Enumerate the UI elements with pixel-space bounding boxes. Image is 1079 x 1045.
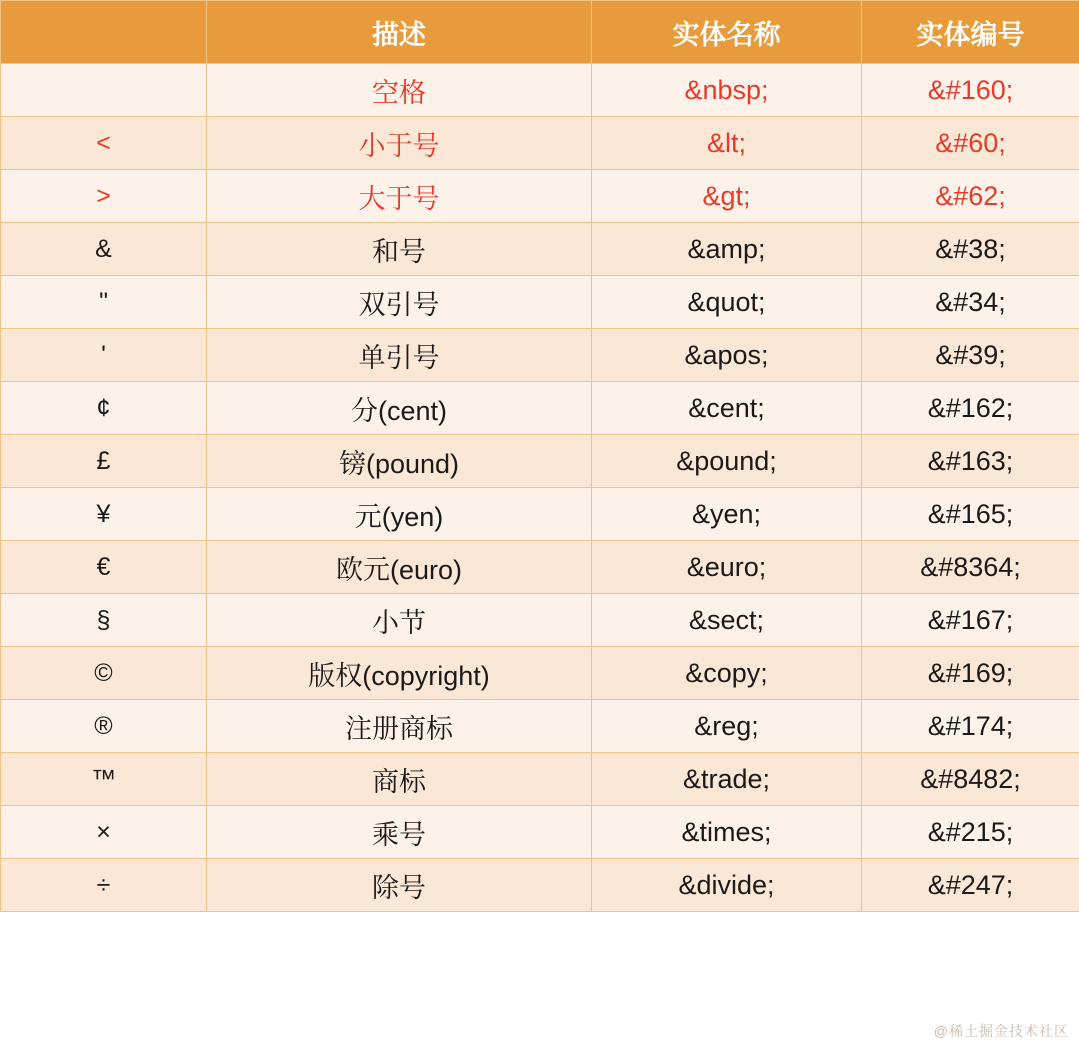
column-header-entity-number: 实体编号 (862, 1, 1079, 64)
table-row (1, 276, 1079, 329)
cell-entity-number: &#34; (862, 276, 1079, 329)
cell-entity-name: &times; (592, 806, 862, 859)
cell-symbol: × (1, 806, 207, 859)
cell-symbol: ® (1, 700, 207, 753)
cell-entity-name: &reg; (592, 700, 862, 753)
cell-entity-number: &#163; (862, 435, 1079, 488)
table-row (1, 64, 1079, 117)
watermark: @稀土掘金技术社区 (933, 1023, 1069, 1039)
table-row (1, 223, 1079, 276)
cell-entity-number: &#165; (862, 488, 1079, 541)
cell-symbol: € (1, 541, 207, 594)
cell-entity-number: &#8364; (862, 541, 1079, 594)
cell-symbol: ¢ (1, 382, 207, 435)
cell-description: 版权(copyright) (207, 647, 592, 700)
cell-symbol: ÷ (1, 859, 207, 912)
cell-symbol: ¥ (1, 488, 207, 541)
table-row (1, 647, 1079, 700)
cell-entity-name: &apos; (592, 329, 862, 382)
cell-symbol: " (1, 276, 207, 329)
cell-symbol: > (1, 170, 207, 223)
cell-entity-number: &#8482; (862, 753, 1079, 806)
table-header (1, 1, 1079, 64)
cell-entity-name: &cent; (592, 382, 862, 435)
cell-entity-number: &#247; (862, 859, 1079, 912)
cell-entity-name: &amp; (592, 223, 862, 276)
cell-entity-name: &nbsp; (592, 64, 862, 117)
cell-description: 欧元(euro) (207, 541, 592, 594)
cell-entity-name: &euro; (592, 541, 862, 594)
table-row (1, 700, 1079, 753)
table-body (1, 64, 1079, 912)
table-row (1, 382, 1079, 435)
table-row (1, 859, 1079, 912)
cell-entity-name: &divide; (592, 859, 862, 912)
cell-symbol: & (1, 223, 207, 276)
cell-description: 单引号 (207, 329, 592, 382)
cell-symbol: ™ (1, 753, 207, 806)
table-row (1, 435, 1079, 488)
cell-entity-number: &#169; (862, 647, 1079, 700)
cell-symbol: § (1, 594, 207, 647)
cell-entity-name: &yen; (592, 488, 862, 541)
cell-description: 大于号 (207, 170, 592, 223)
cell-description: 商标 (207, 753, 592, 806)
cell-description: 分(cent) (207, 382, 592, 435)
cell-description: 注册商标 (207, 700, 592, 753)
column-header-entity-name: 实体名称 (592, 1, 862, 64)
table-row (1, 170, 1079, 223)
cell-description: 小节 (207, 594, 592, 647)
cell-entity-name: &sect; (592, 594, 862, 647)
cell-entity-number: &#60; (862, 117, 1079, 170)
cell-symbol (1, 64, 207, 117)
cell-symbol: © (1, 647, 207, 700)
cell-entity-number: &#215; (862, 806, 1079, 859)
cell-entity-number: &#174; (862, 700, 1079, 753)
cell-description: 小于号 (207, 117, 592, 170)
cell-description: 乘号 (207, 806, 592, 859)
table-row (1, 806, 1079, 859)
table-row (1, 117, 1079, 170)
table-row (1, 488, 1079, 541)
cell-entity-name: &lt; (592, 117, 862, 170)
cell-entity-number: &#167; (862, 594, 1079, 647)
cell-description: 双引号 (207, 276, 592, 329)
table-row (1, 541, 1079, 594)
cell-entity-number: &#62; (862, 170, 1079, 223)
cell-entity-number: &#162; (862, 382, 1079, 435)
column-header-description: 描述 (207, 1, 592, 64)
cell-symbol: ' (1, 329, 207, 382)
cell-entity-number: &#39; (862, 329, 1079, 382)
column-header-symbol (1, 1, 207, 64)
cell-entity-name: &copy; (592, 647, 862, 700)
cell-entity-name: &quot; (592, 276, 862, 329)
table-row (1, 753, 1079, 806)
cell-symbol: < (1, 117, 207, 170)
cell-description: 和号 (207, 223, 592, 276)
cell-description: 镑(pound) (207, 435, 592, 488)
cell-description: 元(yen) (207, 488, 592, 541)
cell-entity-name: &pound; (592, 435, 862, 488)
table-row (1, 329, 1079, 382)
cell-entity-number: &#38; (862, 223, 1079, 276)
table-header-row (1, 1, 1079, 64)
cell-entity-number: &#160; (862, 64, 1079, 117)
table-row (1, 594, 1079, 647)
cell-symbol: £ (1, 435, 207, 488)
cell-entity-name: &trade; (592, 753, 862, 806)
cell-description: 空格 (207, 64, 592, 117)
cell-description: 除号 (207, 859, 592, 912)
cell-entity-name: &gt; (592, 170, 862, 223)
